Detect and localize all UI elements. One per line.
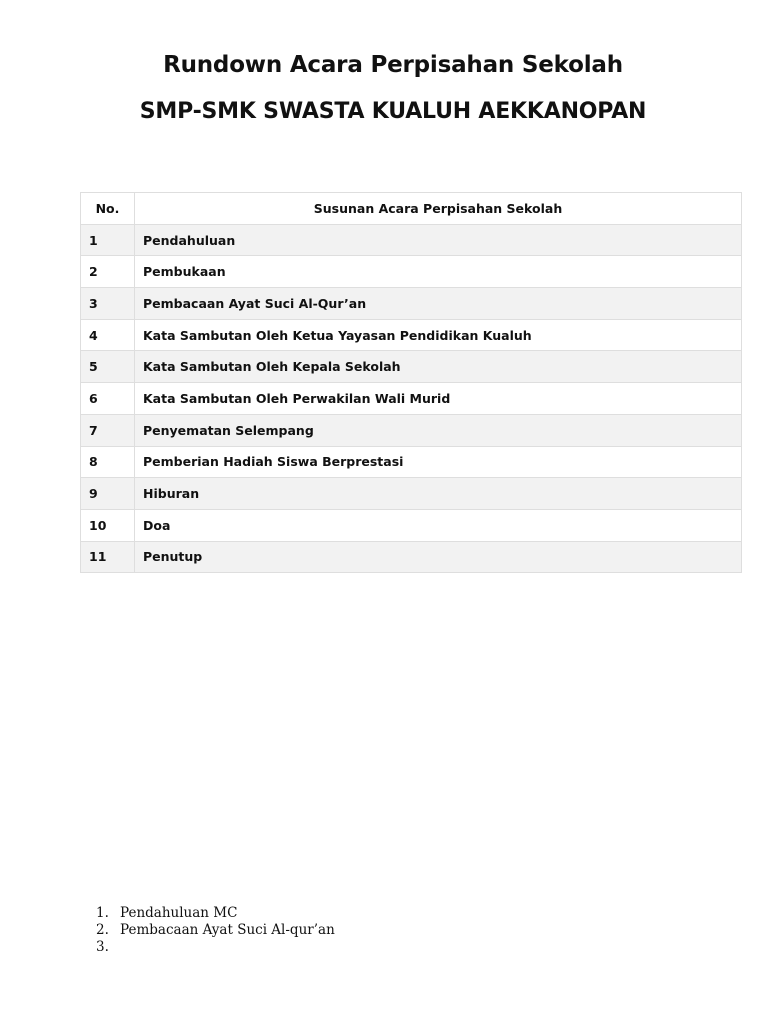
list-item-text: Pendahuluan MC bbox=[120, 905, 238, 921]
row-number: 2 bbox=[81, 256, 135, 288]
row-acara: Kata Sambutan Oleh Kepala Sekolah bbox=[135, 351, 742, 383]
notes-list bbox=[96, 905, 335, 956]
table-header-row bbox=[81, 193, 742, 225]
column-header-acara: Susunan Acara Perpisahan Sekolah bbox=[135, 193, 742, 225]
school-name: SMP-SMK SWASTA KUALUH AEKKANOPAN bbox=[139, 99, 647, 124]
row-number: 7 bbox=[81, 414, 135, 446]
row-acara: Pembukaan bbox=[135, 256, 742, 288]
table-row bbox=[81, 351, 742, 383]
table-row bbox=[81, 383, 742, 415]
row-acara: Kata Sambutan Oleh Perwakilan Wali Murid bbox=[135, 383, 742, 415]
list-item bbox=[96, 905, 335, 922]
row-acara: Hiburan bbox=[135, 478, 742, 510]
row-acara: Pembacaan Ayat Suci Al-Qur’an bbox=[135, 288, 742, 320]
page-title: Rundown Acara Perpisahan Sekolah bbox=[163, 52, 623, 78]
row-number: 11 bbox=[81, 541, 135, 573]
row-number: 3 bbox=[81, 288, 135, 320]
list-item-text: Pembacaan Ayat Suci Al-qur’an bbox=[120, 922, 335, 938]
list-item-number: 1. bbox=[96, 905, 109, 921]
list-item-number: 3. bbox=[96, 939, 109, 955]
table-row bbox=[81, 224, 742, 256]
row-number: 4 bbox=[81, 319, 135, 351]
row-number: 8 bbox=[81, 446, 135, 478]
table-row bbox=[81, 509, 742, 541]
row-number: 6 bbox=[81, 383, 135, 415]
table-row bbox=[81, 541, 742, 573]
row-number: 10 bbox=[81, 509, 135, 541]
row-acara: Penyematan Selempang bbox=[135, 414, 742, 446]
table-row bbox=[81, 288, 742, 320]
list-item-number: 2. bbox=[96, 922, 109, 938]
row-number: 9 bbox=[81, 478, 135, 510]
row-acara: Pendahuluan bbox=[135, 224, 742, 256]
row-acara: Kata Sambutan Oleh Ketua Yayasan Pendidikan Kualuh bbox=[135, 319, 742, 351]
table-row bbox=[81, 478, 742, 510]
row-acara: Doa bbox=[135, 509, 742, 541]
list-item bbox=[96, 922, 335, 939]
table-row bbox=[81, 446, 742, 478]
row-number: 5 bbox=[81, 351, 135, 383]
row-acara: Penutup bbox=[135, 541, 742, 573]
table-row bbox=[81, 256, 742, 288]
table-row bbox=[81, 414, 742, 446]
column-header-no: No. bbox=[81, 193, 135, 225]
rundown-table bbox=[80, 192, 742, 573]
list-item bbox=[96, 939, 335, 956]
table-row bbox=[81, 319, 742, 351]
row-number: 1 bbox=[81, 224, 135, 256]
row-acara: Pemberian Hadiah Siswa Berprestasi bbox=[135, 446, 742, 478]
